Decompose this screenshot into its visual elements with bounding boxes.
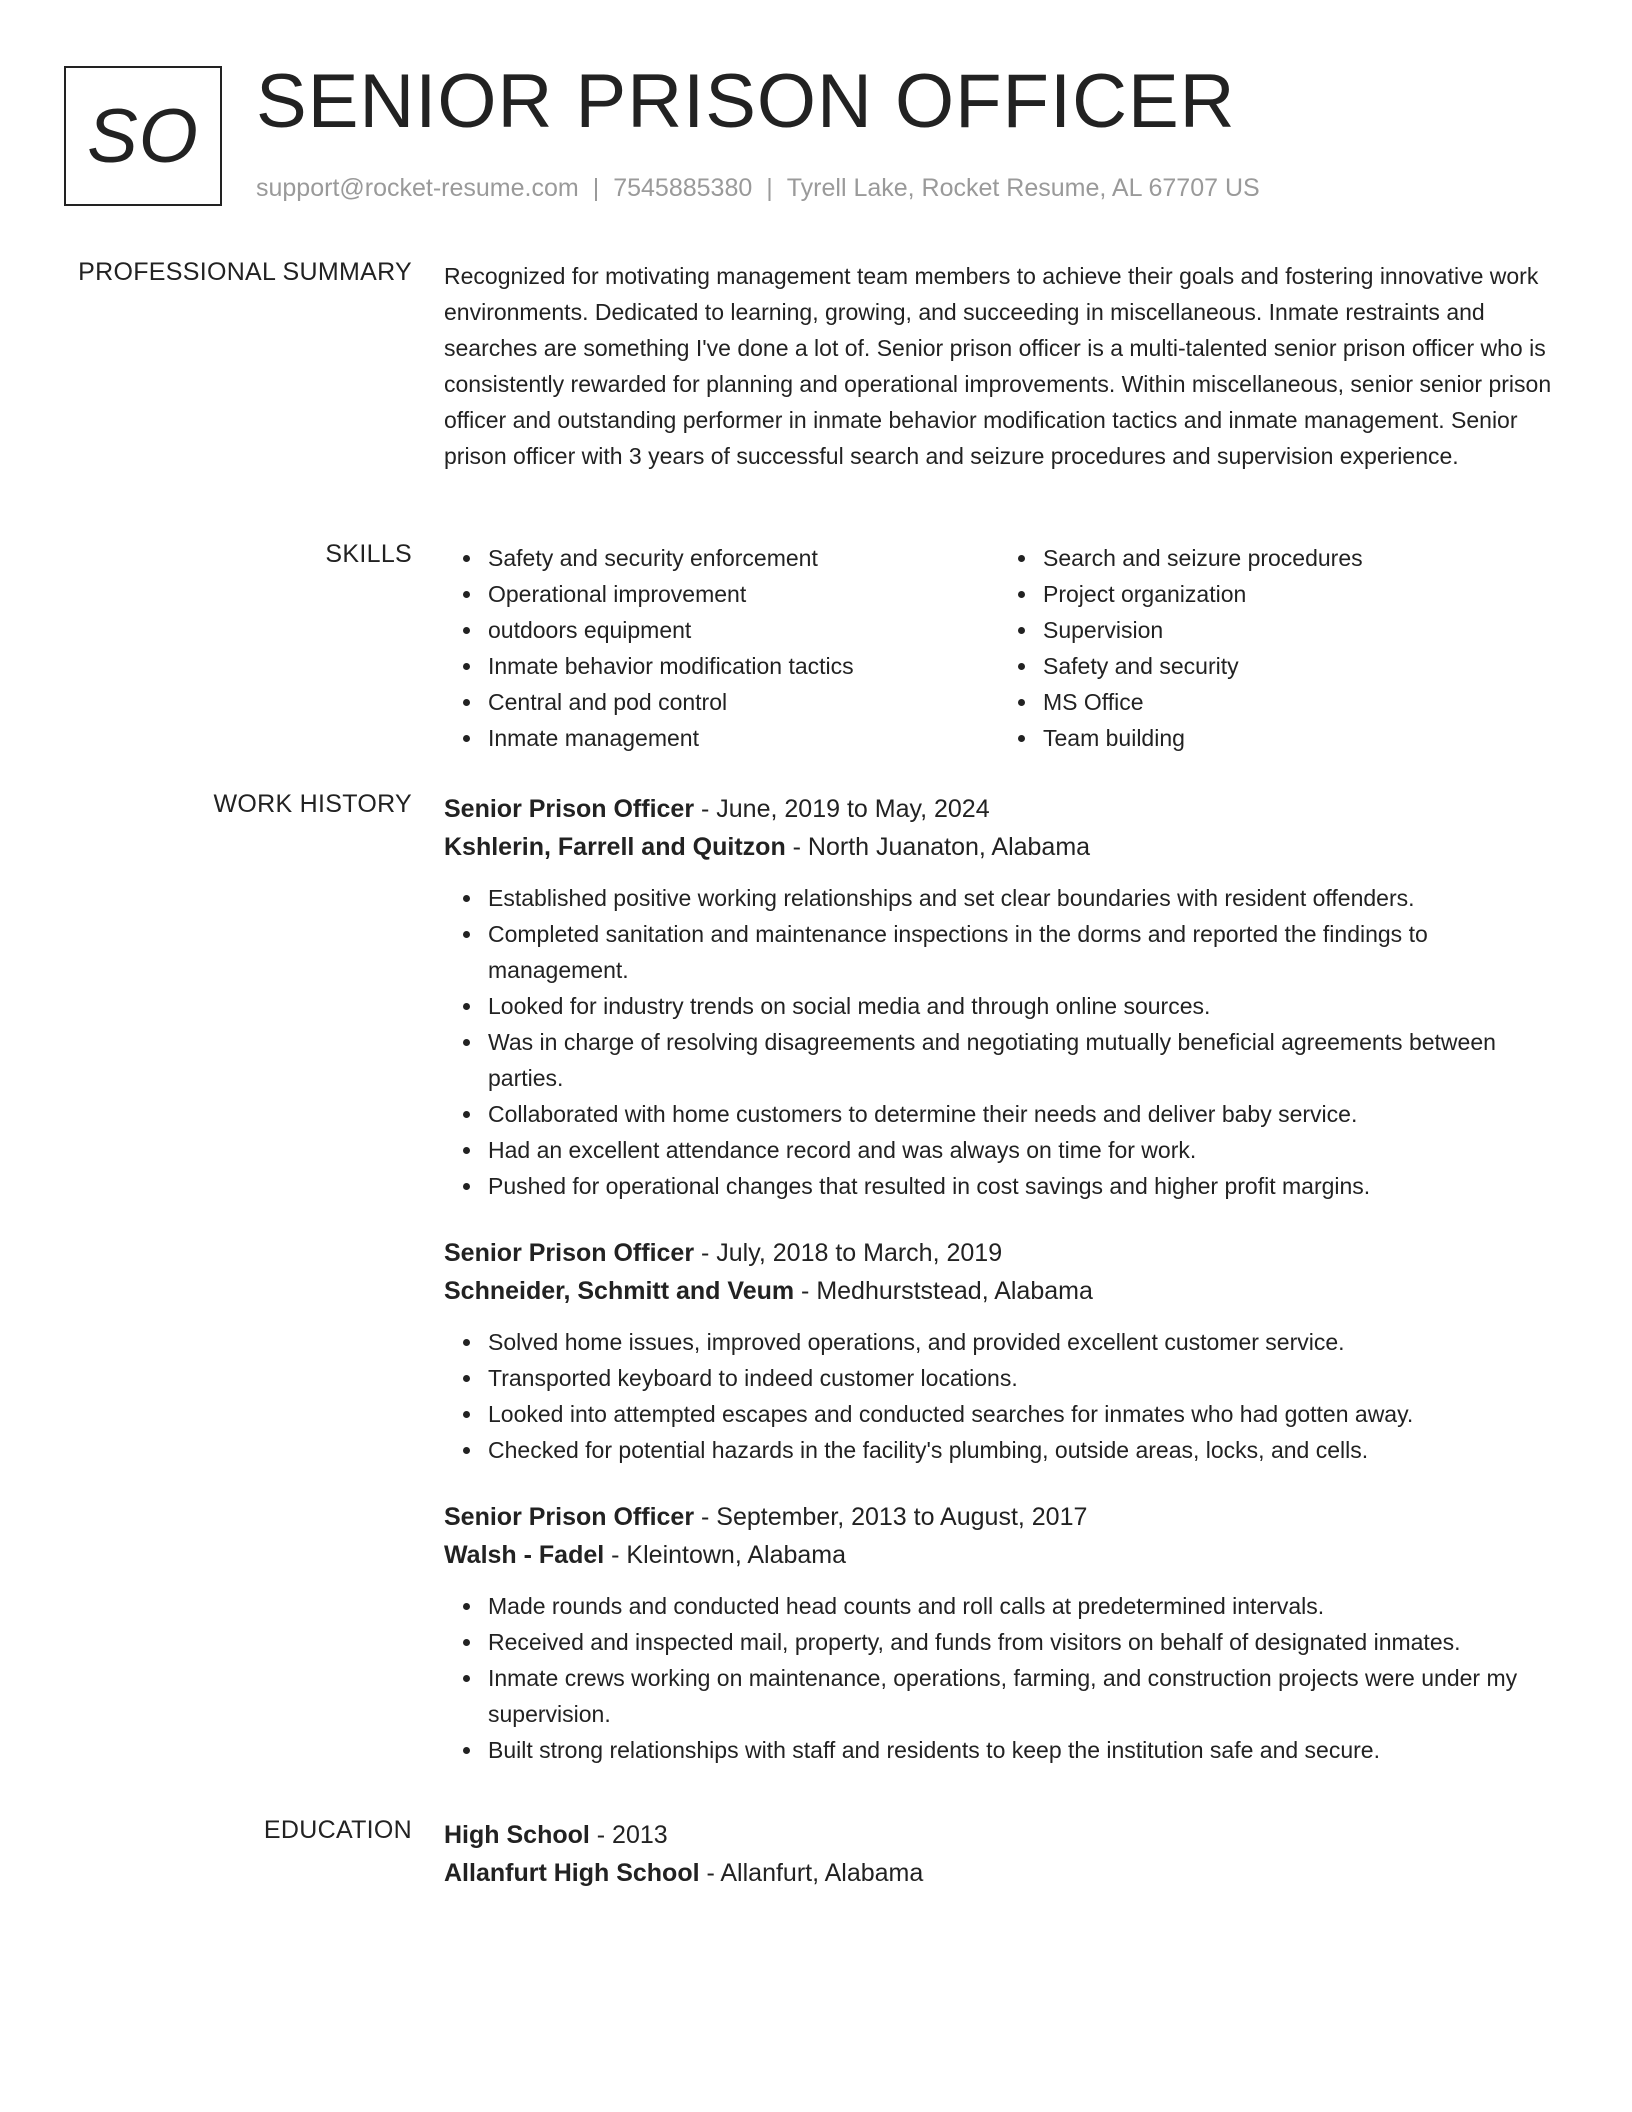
- list-item: Operational improvement: [488, 576, 999, 612]
- job-title: Senior Prison Officer: [444, 1503, 695, 1531]
- job-location: - Kleintown, Alabama: [604, 1541, 847, 1569]
- job-company-line: [444, 1536, 1554, 1574]
- job-company: Walsh - Fadel: [444, 1541, 605, 1569]
- list-item: Pushed for operational changes that resulted in cost savings and higher profit margins.: [488, 1168, 1554, 1204]
- list-item: MS Office: [1043, 684, 1554, 720]
- list-item: outdoors equipment: [488, 612, 999, 648]
- list-item: Safety and security: [1043, 648, 1554, 684]
- education-school-line: [444, 1854, 1554, 1892]
- skills-list-right: [999, 540, 1554, 756]
- list-item: Checked for potential hazards in the facility's plumbing, outside areas, locks, and cells.: [488, 1432, 1554, 1468]
- list-item: Made rounds and conducted head counts and roll calls at predetermined intervals.: [488, 1588, 1554, 1624]
- job-location: - North Juanaton, Alabama: [785, 833, 1091, 861]
- job-company: Schneider, Schmitt and Veum: [444, 1277, 795, 1305]
- education-school: Allanfurt High School: [444, 1859, 700, 1887]
- work-history-heading: WORK HISTORY: [213, 790, 412, 818]
- job-entry: [444, 1234, 1554, 1468]
- list-item: Central and pod control: [488, 684, 999, 720]
- list-item: Looked into attempted escapes and conducted searches for inmates who had gotten away.: [488, 1396, 1554, 1432]
- education-year: - 2013: [589, 1821, 668, 1849]
- list-item: Established positive working relationships and set clear boundaries with resident offenders.: [488, 880, 1554, 916]
- summary-text: Recognized for motivating management team members to achieve their goals and fostering innovative work environments. Dedicated to learning, growing, and succeeding in miscellaneous. Inmate restraints and searches are something I've done a lot of. Senior prison officer is a multi-talented senior prison officer who is consistently rewarded for planning and operational improvements. Within miscellaneous, senior senior prison officer and outstanding performer in inmate behavior modification tactics and inmate management. Senior prison officer with 3 years of successful search and seizure procedures and supervision experience.: [444, 263, 1552, 469]
- job-duties-list: [444, 880, 1554, 1204]
- skills-list-left: [444, 540, 999, 756]
- job-dates: - September, 2013 to August, 2017: [694, 1503, 1088, 1531]
- job-company: Kshlerin, Farrell and Quitzon: [444, 833, 786, 861]
- list-item: Was in charge of resolving disagreements and negotiating mutually beneficial agreements between parties.: [488, 1024, 1554, 1096]
- job-dates: - June, 2019 to May, 2024: [694, 795, 990, 823]
- list-item: Solved home issues, improved operations, and provided excellent customer service.: [488, 1324, 1554, 1360]
- list-item: Transported keyboard to indeed customer locations.: [488, 1360, 1554, 1396]
- job-entry: [444, 790, 1554, 1204]
- education-body: [444, 1816, 1554, 1892]
- list-item: Inmate management: [488, 720, 999, 756]
- summary-heading: PROFESSIONAL SUMMARY: [78, 258, 412, 286]
- list-item: Received and inspected mail, property, and funds from visitors on behalf of designated inmates.: [488, 1624, 1554, 1660]
- job-title-line: [444, 1234, 1554, 1272]
- contact-separator: |: [592, 174, 600, 202]
- education-heading: EDUCATION: [263, 1816, 412, 1844]
- summary-body: [444, 258, 1554, 474]
- work-history-body: [444, 790, 1554, 1798]
- education-degree: High School: [444, 1821, 590, 1849]
- list-item: Team building: [1043, 720, 1554, 756]
- job-location: - Medhurststead, Alabama: [794, 1277, 1093, 1305]
- list-item: Supervision: [1043, 612, 1554, 648]
- monogram-logo: SO: [64, 66, 222, 206]
- skills-body: [444, 540, 1554, 756]
- contact-email[interactable]: support@rocket-resume.com: [256, 174, 579, 202]
- contact-phone[interactable]: 7545885380: [613, 174, 753, 202]
- resume-title: SENIOR PRISON OFFICER: [256, 59, 1236, 144]
- contact-address: Tyrell Lake, Rocket Resume, AL 67707 US: [786, 174, 1260, 202]
- job-company-line: [444, 1272, 1554, 1310]
- list-item: Inmate crews working on maintenance, operations, farming, and construction projects were under my supervision.: [488, 1660, 1554, 1732]
- job-dates: - July, 2018 to March, 2019: [694, 1239, 1003, 1267]
- job-duties-list: [444, 1588, 1554, 1768]
- list-item: Collaborated with home customers to determine their needs and deliver baby service.: [488, 1096, 1554, 1132]
- skills-heading: SKILLS: [325, 540, 412, 568]
- list-item: Looked for industry trends on social media and through online sources.: [488, 988, 1554, 1024]
- education-degree-line: [444, 1816, 1554, 1854]
- list-item: Inmate behavior modification tactics: [488, 648, 999, 684]
- contact-separator: |: [766, 174, 773, 202]
- education-location: - Allanfurt, Alabama: [699, 1859, 924, 1887]
- job-title: Senior Prison Officer: [444, 795, 695, 823]
- contact-line: [256, 174, 1260, 203]
- job-duties-list: [444, 1324, 1554, 1468]
- job-title-line: [444, 1498, 1554, 1536]
- list-item: Project organization: [1043, 576, 1554, 612]
- list-item: Completed sanitation and maintenance inspections in the dorms and reported the findings to management.: [488, 916, 1554, 988]
- list-item: Had an excellent attendance record and was always on time for work.: [488, 1132, 1554, 1168]
- list-item: Safety and security enforcement: [488, 540, 999, 576]
- job-title-line: [444, 790, 1554, 828]
- job-company-line: [444, 828, 1554, 866]
- job-entry: [444, 1498, 1554, 1768]
- job-title: Senior Prison Officer: [444, 1239, 695, 1267]
- list-item: Built strong relationships with staff and residents to keep the institution safe and secure.: [488, 1732, 1554, 1768]
- list-item: Search and seizure procedures: [1043, 540, 1554, 576]
